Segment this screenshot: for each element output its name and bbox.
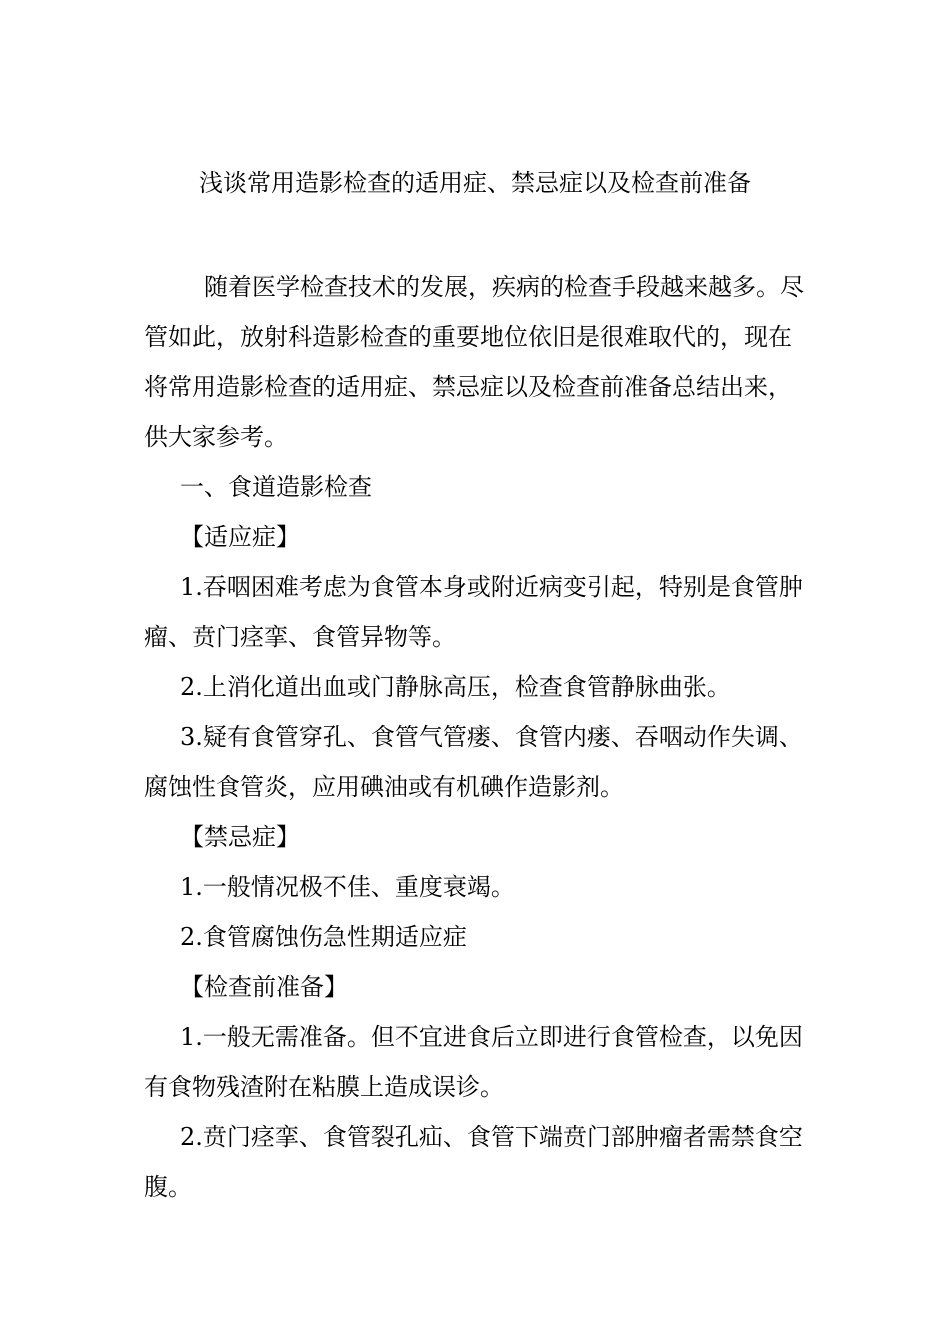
indication-item-1: 1.吞咽困难考虑为食管本身或附近病变引起，特别是食管肿瘤、贲门痉挛、食管异物等。 — [144, 573, 803, 651]
indication-item-2: 2.上消化道出血或门静脉高压，检查食管静脉曲张。 — [180, 673, 731, 701]
preparation-item-1: 1.一般无需准备。但不宜进食后立即进行食管检查，以免因有食物残渣附在粘膜上造成误诊。 — [144, 1023, 803, 1101]
preparation-item-2: 2.贲门痉挛、食管裂孔疝、食管下端贲门部肿瘤者需禁食空腹。 — [144, 1123, 803, 1201]
contraindication-item-1: 1.一般情况极不佳、重度衰竭。 — [180, 873, 515, 901]
indication-item-3: 3.疑有食管穿孔、食管气管瘘、食管内瘘、吞咽动作失调、腐蚀性食管炎，应用碘油或有机碘作造影剂。 — [144, 723, 803, 801]
document-body — [144, 262, 808, 1212]
subheading-preparation: 【检查前准备】 — [180, 973, 348, 1001]
contraindication-item-2: 2.食管腐蚀伤急性期适应症 — [180, 923, 467, 951]
document-title: 浅谈常用造影检查的适用症、禁忌症以及检查前准备 — [199, 169, 751, 197]
section-heading-esophagography: 一、食道造影检查 — [180, 473, 372, 501]
subheading-indications: 【适应症】 — [180, 523, 300, 551]
subheading-contraindications: 【禁忌症】 — [180, 823, 300, 851]
intro-paragraph: 随着医学检查技术的发展，疾病的检查手段越来越多。尽管如此，放射科造影检查的重要地位依旧是很难取代的，现在将常用造影检查的适用症、禁忌症以及检查前准备总结出来，供大家参考。 — [144, 273, 804, 451]
